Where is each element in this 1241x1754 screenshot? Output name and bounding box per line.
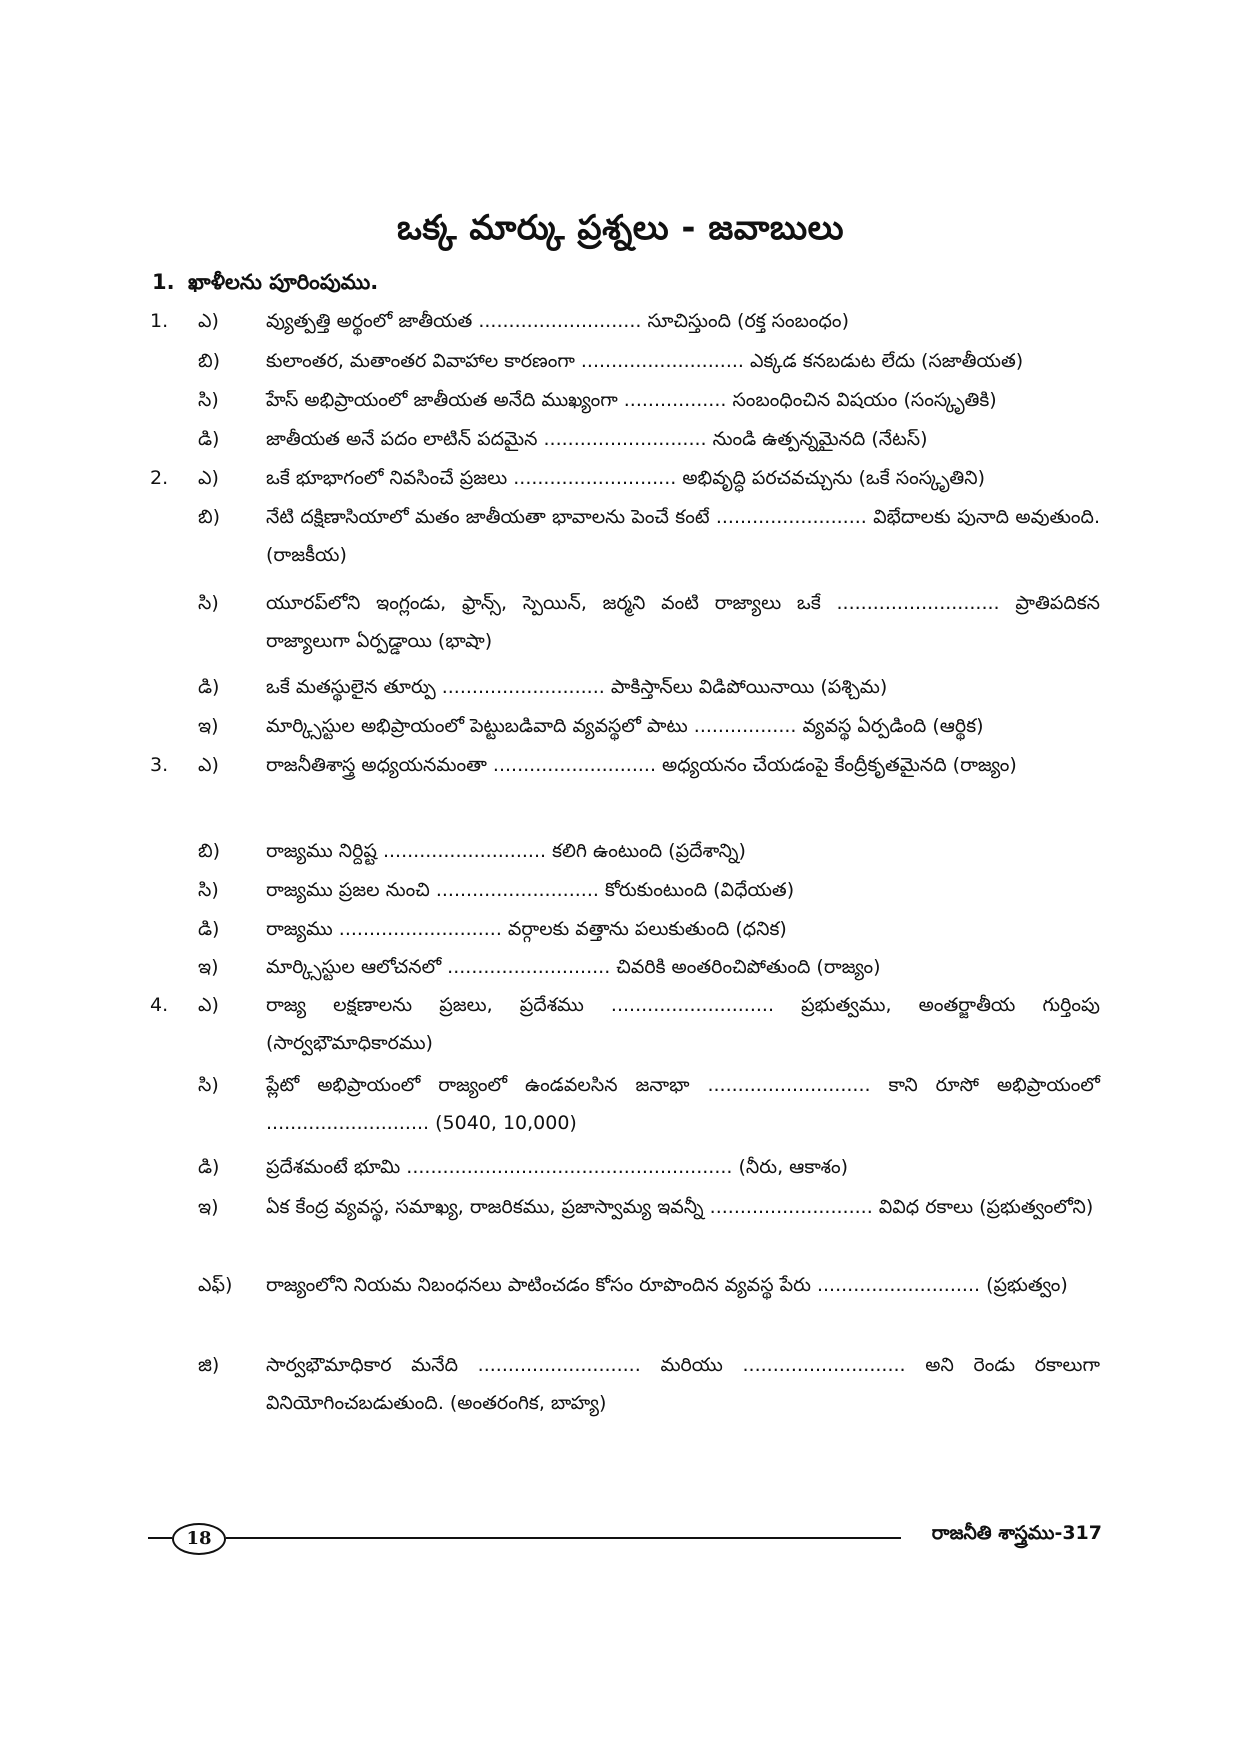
page-number: 18 [172,1523,226,1555]
question-text: రాజ్యంలోని నియమ నిబంధనలు పాటించడం కోసం రూపొందిన వ్యవస్థ పేరు ........................... (ప్రభుత్వం) [266,1274,1068,1296]
question-text: మార్క్సిస్టుల అభిప్రాయంలో పెట్టుబడివాది వ్యవస్థలో పాటు ................. వ్యవస్థ ఏర్పడింది (ఆర్థిక) [266,715,984,737]
sub-label: డి) [198,918,220,940]
sub-label: ఇ) [198,715,219,737]
section-number: 1. [152,270,175,294]
question-text: మార్క్సిస్టుల ఆలోచనలో ........................... చివరికి అంతరించిపోతుంది (రాజ్యం) [266,956,881,978]
question-text: ప్రదేశమంటే భూమి ...................................................... (నీరు, ఆకాశం) [266,1156,849,1178]
section-heading [152,270,378,300]
sub-label: ఎఫ్) [198,1274,233,1296]
question-text: ప్లేటో అభిప్రాయంలో రాజ్యంలో ఉండవలసిన జనాభా ........................... కాని రూసో అభిప్రాయంలో ........................... (5040, 10,000) [266,1074,1100,1134]
question-text: జాతీయత అనే పదం లాటిన్ పదమైన ........................... నుండి ఉత్పన్నమైనది (నేటస్) [266,428,928,450]
question-text: రాజ్య లక్షణాలను ప్రజలు, ప్రదేశము ........................... ప్రభుత్వము, అంతర్జాతీయ గుర్తింపు (సార్వభౌమాధికారము) [266,994,1100,1054]
question-number: 1. [150,310,169,332]
sub-label: ఇ) [198,956,219,978]
footer-rule-right [226,1537,901,1539]
section-heading-text: ఖాళీలను పూరింపుము. [188,270,379,294]
sub-label: డి) [198,676,220,698]
sub-label: బి) [198,350,221,372]
sub-label: సి) [198,879,219,901]
sub-label: డి) [198,428,220,450]
question-number: 4. [150,994,169,1016]
question-text: రాజ్యము నిర్దిష్ట ........................... కలిగి ఉంటుంది (ప్రదేశాన్ని) [266,840,746,862]
sub-label: ఎ) [198,310,219,332]
sub-label: బి) [198,840,221,862]
question-text: రాజ్యము ప్రజల నుంచి ........................... కోరుకుంటుంది (విధేయత) [266,879,795,901]
sub-label: బి) [198,506,221,528]
footer-rule-left [148,1537,172,1539]
sub-label: ఎ) [198,994,219,1016]
question-text: నేటి దక్షిణాసియాలో మతం జాతీయతా భావాలను పెంచే కంటే ......................... విభేదాలకు పునాది అవుతుంది. (రాజకీయ) [266,506,1100,566]
question-text: రాజనీతిశాస్త్ర అధ్యయనమంతా ........................... అధ్యయనం చేయడంపై కేంద్రీకృతమైనది (రాజ్యం) [266,754,1017,776]
book-title: రాజనీతి శాస్త్రము-317 [931,1522,1102,1544]
sub-label: ఇ) [198,1196,219,1218]
sub-label: డి) [198,1156,220,1178]
question-text: రాజ్యము ........................... వర్గాలకు వత్తాను పలుకుతుంది (ధనిక) [266,918,787,940]
page-footer [0,1518,1241,1558]
sub-label: సి) [198,592,219,614]
sub-label: సి) [198,389,219,411]
sub-label: జి) [198,1354,220,1376]
question-text: ఒకే మతస్థులైన తూర్పు ........................... పాకిస్తాన్‌లు విడిపోయినాయి (పశ్చిమ) [266,676,888,698]
question-text: ఏక కేంద్ర వ్యవస్థ, సమాఖ్య, రాజరికము, ప్రజాస్వామ్య ఇవన్నీ ........................... వివిధ రకాలు (ప్రభుత్వంలోని) [266,1196,1094,1218]
question-text: వ్యుత్పత్తి అర్థంలో జాతీయత ........................... సూచిస్తుంది (రక్త సంబంధం) [266,310,849,332]
question-text: కులాంతర, మతాంతర వివాహాల కారణంగా ........................... ఎక్కడ కనబడుట లేదు (సజాతీయత) [266,350,1024,372]
question-text: యూరప్‌లోని ఇంగ్లండు, ఫ్రాన్స్, స్పెయిన్, జర్మని వంటి రాజ్యాలు ఒకే ........................... ప్రాతిపదికన రాజ్యాలుగా ఏర్పడ్డాయి (భాషా) [266,592,1100,652]
question-text: హేస్ అభిప్రాయంలో జాతీయత అనేది ముఖ్యంగా ................. సంబంధించిన విషయం (సంస్కృతికి) [266,389,997,411]
question-text: ఒకే భూభాగంలో నివసించే ప్రజలు ........................... అభివృద్ధి పరచవచ్చును (ఒకే సంస్కృతిని) [266,467,985,489]
question-text: సార్వభౌమాధికార మనేది ........................... మరియు ........................... అని రెండు రకాలుగా వినియోగించబడుతుంది. (అంతరంగిక, బాహ్య) [266,1354,1100,1414]
question-number: 3. [150,754,169,776]
page-title: ఒక్క మార్కు ప్రశ్నలు - జవాబులు [397,208,844,248]
sub-label: ఎ) [198,467,219,489]
sub-label: సి) [198,1074,219,1096]
question-number: 2. [150,467,169,489]
sub-label: ఎ) [198,754,219,776]
